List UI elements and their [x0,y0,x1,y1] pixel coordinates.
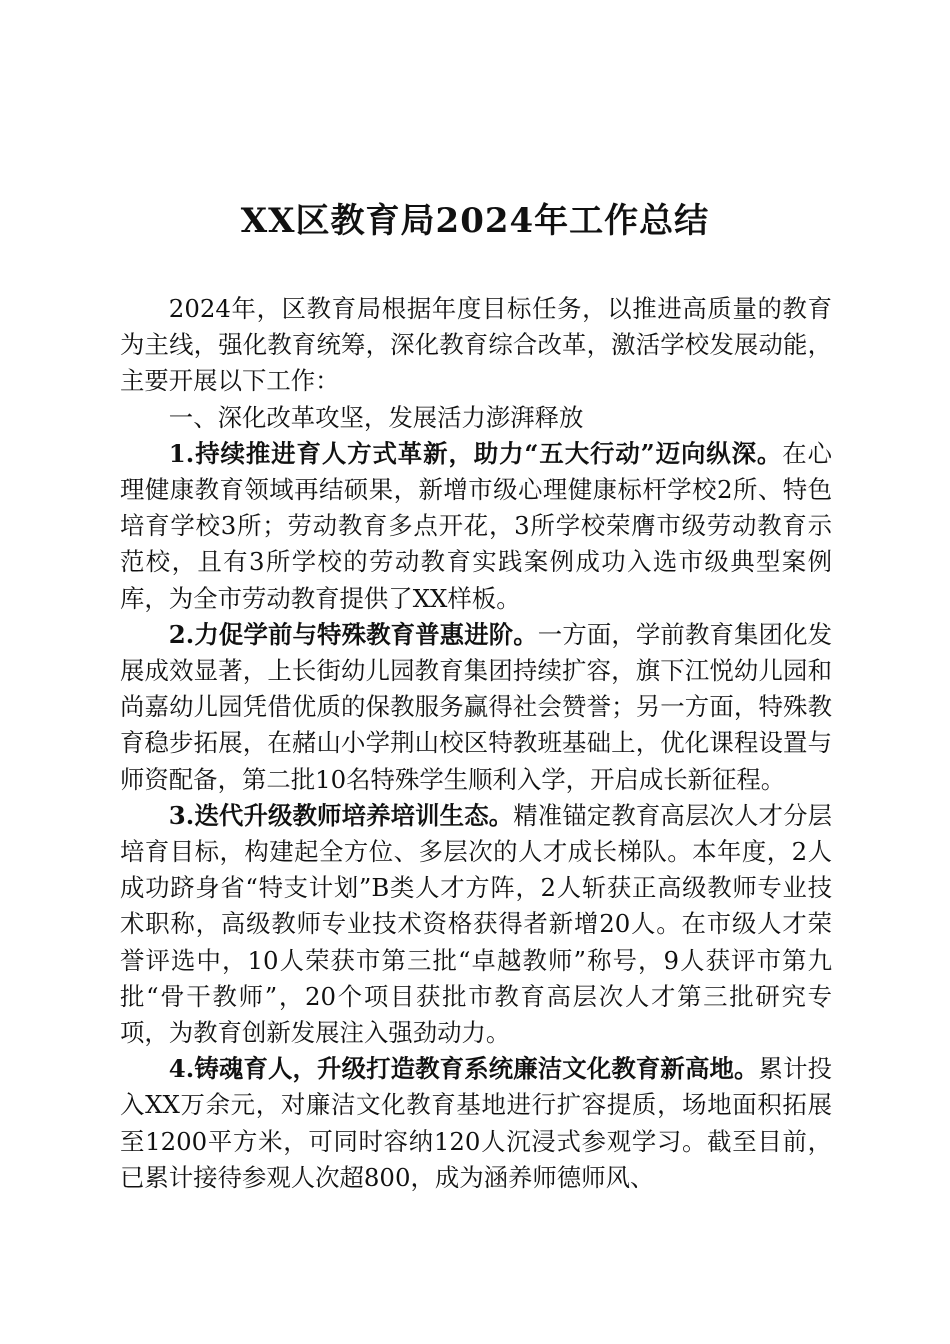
item-text: 一方面，学前教育集团化发展成效显著，上长街幼儿园教育集团持续扩容，旗下江悦幼儿园和尚嘉幼儿园凭借优质的保教服务赢得社会赞誉；另一方面，特殊教育稳步拓展，在赭山小学荆山校区特教班基础上，优化课程设置与师资配备，第二批10名特殊学生顺利入学，开启成长新征程。 [120,619,832,794]
item-text: 精准锚定教育高层次人才分层培育目标，构建起全方位、多层次的人才成长梯队。本年度，2人成功跻身省“特支计划”B类人才方阵，2人斩获正高级教师专业技术职称，高级教师专业技术资格获得者新增20人。在市级人才荣誉评选中，10人荣获市第三批“卓越教师”称号，9人获评市第九批“骨干教师”，20个项目获批市教育高层次人才第三批研究专项，为教育创新发展注入强劲动力。 [120,800,832,1048]
item-lead: 4.铸魂育人，升级打造教育系统廉洁文化教育新高地。 [168,1054,759,1084]
list-item [120,798,832,1051]
intro-paragraph: 2024年，区教育局根据年度目标任务，以推进高质量的教育为主线，强化教育统筹，深化教育综合改革，激活学校发展动能，主要开展以下工作： [120,294,832,396]
list-item [120,617,832,798]
item-lead: 3.迭代升级教师培养培训生态。 [168,800,514,830]
list-item [120,436,832,617]
item-lead: 2.力促学前与特殊教育普惠进阶。 [168,619,538,649]
document-body [120,291,832,1196]
item-text: 累计投入XX万余元，对廉洁文化教育基地进行扩容提质，场地面积拓展至1200平方米，可同时容纳120人沉浸式参观学习。截至目前，已累计接待参观人次超800，成为涵养师德师风、 [120,1054,832,1192]
list-item [120,1051,832,1196]
item-lead: 1.持续推进育人方式革新，助力“五大行动”迈向纵深。 [168,438,783,468]
item-text: 在心理健康教育领域再结硕果，新增市级心理健康标杆学校2所、特色培育学校3所；劳动教育多点开花，3所学校荣膺市级劳动教育示范校，且有3所学校的劳动教育实践案例成功入选市级典型案例库，为全市劳动教育提供了XX样板。 [120,438,832,613]
document-title: XX区教育局2024年工作总结 [240,201,710,241]
section-heading: 一、深化改革攻坚，发展活力澎湃释放 [168,402,584,432]
